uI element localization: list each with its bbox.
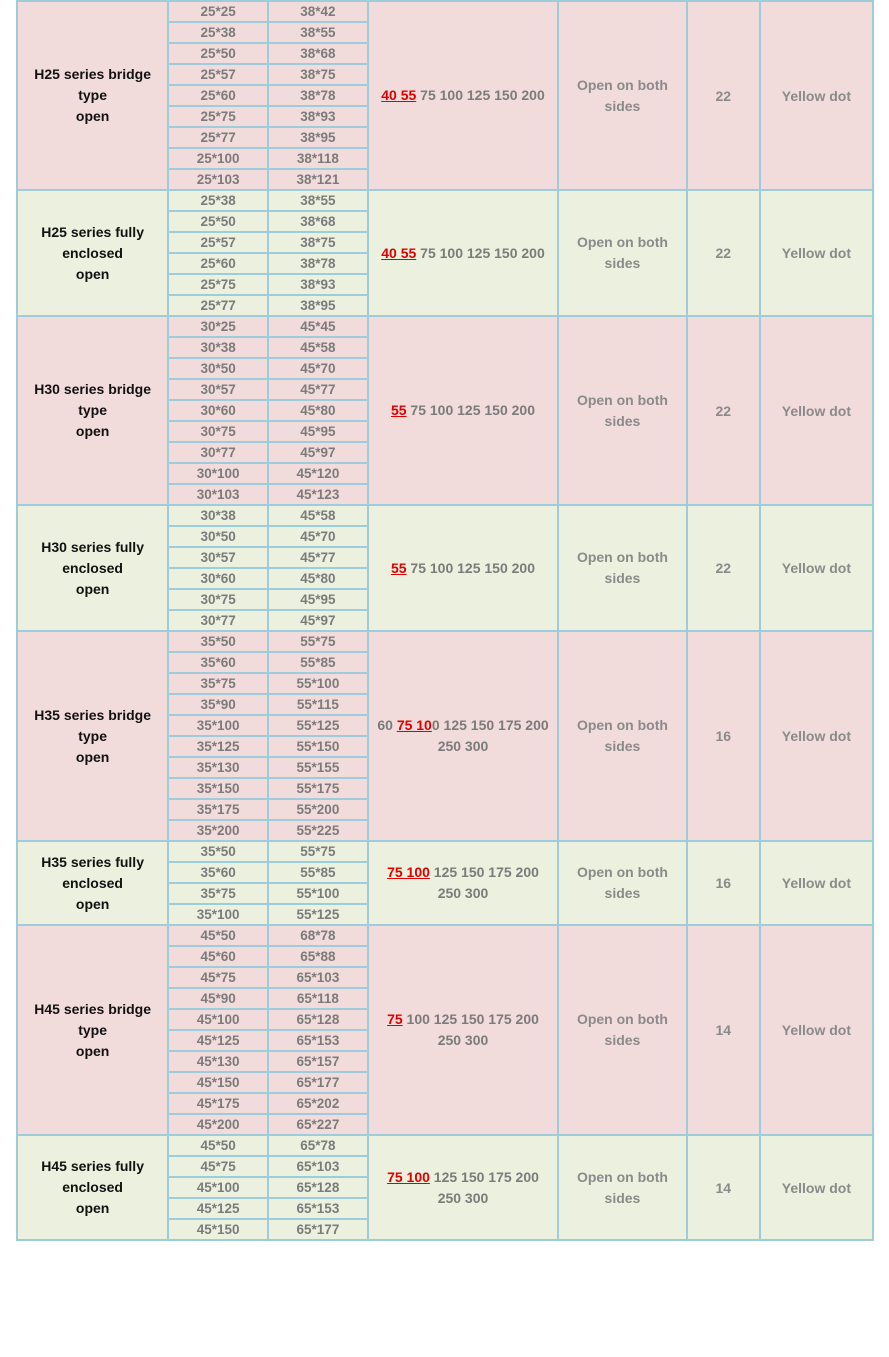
series-label-line: H25 series fully: [41, 223, 144, 240]
inner-dimension-cell: 30*75: [168, 589, 268, 610]
inner-dimension-cell: 25*38: [168, 190, 268, 211]
table-row: [17, 1135, 873, 1156]
opening-line: Open on both: [576, 1168, 668, 1185]
outer-dimension-cell: 38*78: [268, 253, 368, 274]
length-text: 250 300: [437, 1032, 489, 1048]
outer-dimension-cell: 55*100: [268, 883, 368, 904]
count-cell: 16: [687, 841, 760, 925]
outer-dimension-cell: 45*58: [268, 505, 368, 526]
series-label-line: open: [75, 1200, 110, 1216]
count-cell: 14: [687, 1135, 760, 1240]
opening-line: sides: [604, 1032, 641, 1048]
outer-dimension-cell: 38*78: [268, 85, 368, 106]
length-text: 250 300: [437, 1189, 489, 1206]
lengths-cell: [368, 190, 558, 316]
series-label-line: enclosed: [62, 244, 123, 261]
outer-dimension-cell: 55*225: [268, 820, 368, 841]
inner-dimension-cell: 30*77: [168, 610, 268, 631]
highlighted-length: 75 10: [396, 717, 432, 733]
inner-dimension-cell: 45*130: [168, 1051, 268, 1072]
inner-dimension-cell: 35*150: [168, 778, 268, 799]
outer-dimension-cell: 65*128: [268, 1177, 368, 1198]
length-text: 75 100 125 150 200: [416, 87, 545, 103]
inner-dimension-cell: 25*25: [168, 1, 268, 22]
outer-dimension-cell: 65*118: [268, 988, 368, 1009]
inner-dimension-cell: 30*103: [168, 484, 268, 505]
outer-dimension-cell: 45*58: [268, 337, 368, 358]
inner-dimension-cell: 30*25: [168, 316, 268, 337]
outer-dimension-cell: 38*93: [268, 106, 368, 127]
outer-dimension-cell: 45*95: [268, 589, 368, 610]
opening-cell: [558, 1135, 687, 1240]
lengths-cell: [368, 316, 558, 505]
inner-dimension-cell: 35*100: [168, 904, 268, 925]
series-label-line: open: [75, 895, 110, 912]
spec-table: [16, 0, 874, 1241]
series-label-line: type: [78, 402, 108, 418]
lengths-line: [369, 558, 557, 579]
opening-line: Open on both: [576, 234, 668, 250]
opening-line: sides: [604, 1189, 641, 1206]
outer-dimension-cell: 65*78: [268, 1135, 368, 1156]
marking-cell: Yellow dot: [760, 316, 873, 505]
opening-line: sides: [604, 885, 641, 901]
series-label-line: H35 series bridge: [34, 706, 151, 723]
marking-cell: Yellow dot: [760, 505, 873, 631]
series-label-line: type: [78, 87, 108, 103]
outer-dimension-cell: 45*70: [268, 526, 368, 547]
series-label-line: open: [75, 423, 110, 439]
inner-dimension-cell: 45*125: [168, 1030, 268, 1051]
inner-dimension-cell: 30*100: [168, 463, 268, 484]
inner-dimension-cell: 25*75: [168, 274, 268, 295]
inner-dimension-cell: 45*150: [168, 1072, 268, 1093]
highlighted-length: 75 100: [387, 864, 430, 880]
inner-dimension-cell: 45*175: [168, 1093, 268, 1114]
table-row: [17, 1, 873, 22]
outer-dimension-cell: 65*88: [268, 946, 368, 967]
inner-dimension-cell: 35*60: [168, 862, 268, 883]
highlighted-length: 55: [390, 402, 407, 418]
inner-dimension-cell: 45*50: [168, 1135, 268, 1156]
series-cell: [17, 316, 168, 505]
table-row: [17, 505, 873, 526]
inner-dimension-cell: 45*100: [168, 1009, 268, 1030]
opening-cell: [558, 631, 687, 841]
count-cell: 22: [687, 190, 760, 316]
outer-dimension-cell: 65*153: [268, 1030, 368, 1051]
table-row: [17, 631, 873, 652]
length-text: 125 150 175 200: [429, 1168, 539, 1185]
series-label-line: open: [75, 580, 110, 597]
opening-cell: [558, 190, 687, 316]
outer-dimension-cell: 65*128: [268, 1009, 368, 1030]
inner-dimension-cell: 45*50: [168, 925, 268, 946]
highlighted-length: 40 55: [381, 87, 417, 103]
series-label-line: type: [78, 1021, 108, 1038]
inner-dimension-cell: 30*57: [168, 379, 268, 400]
highlighted-length: 75 100: [387, 1168, 430, 1185]
series-label-line: open: [75, 1042, 110, 1059]
inner-dimension-cell: 25*50: [168, 211, 268, 232]
lengths-cell: [368, 1, 558, 190]
opening-line: Open on both: [576, 391, 668, 408]
outer-dimension-cell: 38*121: [268, 169, 368, 190]
outer-dimension-cell: 55*155: [268, 757, 368, 778]
inner-dimension-cell: 25*60: [168, 85, 268, 106]
outer-dimension-cell: 45*45: [268, 316, 368, 337]
opening-cell: [558, 925, 687, 1135]
marking-cell: Yellow dot: [760, 190, 873, 316]
marking-cell: Yellow dot: [760, 1135, 873, 1240]
inner-dimension-cell: 30*60: [168, 568, 268, 589]
outer-dimension-cell: 55*75: [268, 841, 368, 862]
outer-dimension-cell: 68*78: [268, 925, 368, 946]
length-text: 60: [377, 717, 397, 733]
inner-dimension-cell: 45*100: [168, 1177, 268, 1198]
marking-cell: Yellow dot: [760, 925, 873, 1135]
series-label-line: H35 series fully: [41, 853, 144, 870]
table-row: [17, 925, 873, 946]
lengths-cell: [368, 925, 558, 1135]
series-cell: [17, 505, 168, 631]
marking-cell: Yellow dot: [760, 1, 873, 190]
inner-dimension-cell: 35*100: [168, 715, 268, 736]
outer-dimension-cell: 45*77: [268, 379, 368, 400]
outer-dimension-cell: 45*80: [268, 400, 368, 421]
length-text: 75 100 125 150 200: [406, 402, 536, 418]
series-label-line: enclosed: [62, 1179, 123, 1195]
lengths-line: [369, 243, 557, 264]
opening-line: Open on both: [576, 717, 668, 733]
outer-dimension-cell: 38*93: [268, 274, 368, 295]
inner-dimension-cell: 30*77: [168, 442, 268, 463]
outer-dimension-cell: 45*123: [268, 484, 368, 505]
outer-dimension-cell: 38*42: [268, 1, 368, 22]
outer-dimension-cell: 65*177: [268, 1219, 368, 1240]
inner-dimension-cell: 35*125: [168, 736, 268, 757]
inner-dimension-cell: 35*200: [168, 820, 268, 841]
inner-dimension-cell: 45*200: [168, 1114, 268, 1135]
series-cell: [17, 1135, 168, 1240]
lengths-line: [369, 1009, 557, 1030]
length-text: 250 300: [437, 885, 489, 901]
opening-line: Open on both: [576, 1011, 668, 1027]
lengths-line: [369, 862, 557, 883]
inner-dimension-cell: 25*77: [168, 295, 268, 316]
opening-line: sides: [604, 738, 641, 754]
series-label-line: type: [78, 727, 108, 744]
length-text: 75 100 125 150 200: [406, 559, 536, 576]
outer-dimension-cell: 65*157: [268, 1051, 368, 1072]
outer-dimension-cell: 45*120: [268, 463, 368, 484]
marking-cell: Yellow dot: [760, 841, 873, 925]
count-cell: 22: [687, 505, 760, 631]
series-cell: [17, 1, 168, 190]
lengths-line: [369, 736, 557, 757]
spec-table-body: [17, 1, 873, 1240]
series-label-line: open: [75, 748, 110, 765]
count-cell: 22: [687, 1, 760, 190]
inner-dimension-cell: 25*75: [168, 106, 268, 127]
series-label-line: H30 series fully: [41, 538, 144, 555]
outer-dimension-cell: 55*125: [268, 715, 368, 736]
lengths-line: [369, 1167, 557, 1188]
inner-dimension-cell: 25*60: [168, 253, 268, 274]
table-row: [17, 316, 873, 337]
inner-dimension-cell: 30*60: [168, 400, 268, 421]
outer-dimension-cell: 65*202: [268, 1093, 368, 1114]
opening-line: sides: [604, 570, 641, 586]
count-cell: 22: [687, 316, 760, 505]
inner-dimension-cell: 35*90: [168, 694, 268, 715]
series-label-line: H25 series bridge: [34, 66, 151, 82]
inner-dimension-cell: 45*75: [168, 1156, 268, 1177]
outer-dimension-cell: 38*95: [268, 295, 368, 316]
inner-dimension-cell: 25*57: [168, 232, 268, 253]
highlighted-length: 75: [387, 1011, 403, 1027]
inner-dimension-cell: 35*130: [168, 757, 268, 778]
outer-dimension-cell: 65*103: [268, 1156, 368, 1177]
inner-dimension-cell: 25*103: [168, 169, 268, 190]
inner-dimension-cell: 25*100: [168, 148, 268, 169]
inner-dimension-cell: 30*75: [168, 421, 268, 442]
outer-dimension-cell: 55*175: [268, 778, 368, 799]
opening-line: Open on both: [576, 549, 668, 565]
outer-dimension-cell: 38*55: [268, 22, 368, 43]
length-text: 125 150 175 200: [429, 864, 539, 880]
opening-line: sides: [604, 412, 641, 429]
inner-dimension-cell: 35*60: [168, 652, 268, 673]
series-label-line: enclosed: [62, 559, 123, 576]
outer-dimension-cell: 55*85: [268, 862, 368, 883]
inner-dimension-cell: 30*50: [168, 358, 268, 379]
outer-dimension-cell: 55*85: [268, 652, 368, 673]
opening-line: Open on both: [576, 76, 668, 93]
lengths-line: [369, 883, 557, 904]
series-cell: [17, 925, 168, 1135]
table-row: [17, 841, 873, 862]
outer-dimension-cell: 45*97: [268, 610, 368, 631]
outer-dimension-cell: 45*80: [268, 568, 368, 589]
opening-cell: [558, 316, 687, 505]
highlighted-length: 40 55: [381, 244, 417, 261]
lengths-cell: [368, 841, 558, 925]
series-cell: [17, 631, 168, 841]
lengths-line: [369, 1030, 557, 1051]
length-text: 250 300: [437, 738, 489, 754]
inner-dimension-cell: 45*60: [168, 946, 268, 967]
inner-dimension-cell: 25*57: [168, 64, 268, 85]
outer-dimension-cell: 45*97: [268, 442, 368, 463]
lengths-cell: [368, 505, 558, 631]
lengths-line: [369, 400, 557, 421]
lengths-line: [369, 715, 557, 736]
inner-dimension-cell: 45*125: [168, 1198, 268, 1219]
series-label-line: open: [75, 108, 110, 124]
inner-dimension-cell: 45*150: [168, 1219, 268, 1240]
series-label-line: H30 series bridge: [34, 381, 151, 397]
inner-dimension-cell: 35*75: [168, 673, 268, 694]
series-cell: [17, 841, 168, 925]
outer-dimension-cell: 45*70: [268, 358, 368, 379]
outer-dimension-cell: 55*200: [268, 799, 368, 820]
series-cell: [17, 190, 168, 316]
inner-dimension-cell: 30*50: [168, 526, 268, 547]
opening-cell: [558, 1, 687, 190]
opening-line: sides: [604, 255, 641, 271]
inner-dimension-cell: 45*75: [168, 967, 268, 988]
outer-dimension-cell: 55*115: [268, 694, 368, 715]
length-text: 100 125 150 175 200: [402, 1011, 539, 1027]
outer-dimension-cell: 38*55: [268, 190, 368, 211]
series-label-line: H45 series bridge: [34, 1000, 151, 1017]
inner-dimension-cell: 25*38: [168, 22, 268, 43]
outer-dimension-cell: 65*177: [268, 1072, 368, 1093]
outer-dimension-cell: 38*75: [268, 232, 368, 253]
outer-dimension-cell: 55*75: [268, 631, 368, 652]
inner-dimension-cell: 35*50: [168, 841, 268, 862]
outer-dimension-cell: 38*95: [268, 127, 368, 148]
outer-dimension-cell: 55*100: [268, 673, 368, 694]
inner-dimension-cell: 35*75: [168, 883, 268, 904]
inner-dimension-cell: 45*90: [168, 988, 268, 1009]
marking-cell: Yellow dot: [760, 631, 873, 841]
lengths-cell: [368, 1135, 558, 1240]
count-cell: 14: [687, 925, 760, 1135]
opening-cell: [558, 841, 687, 925]
outer-dimension-cell: 65*227: [268, 1114, 368, 1135]
opening-cell: [558, 505, 687, 631]
outer-dimension-cell: 55*125: [268, 904, 368, 925]
outer-dimension-cell: 38*68: [268, 211, 368, 232]
lengths-cell: [368, 631, 558, 841]
inner-dimension-cell: 35*50: [168, 631, 268, 652]
series-label-line: open: [75, 265, 110, 282]
series-label-line: H45 series fully: [41, 1158, 144, 1174]
inner-dimension-cell: 25*77: [168, 127, 268, 148]
lengths-line: [369, 85, 557, 106]
series-label-line: enclosed: [62, 874, 123, 891]
inner-dimension-cell: 30*38: [168, 505, 268, 526]
opening-line: sides: [604, 97, 641, 114]
outer-dimension-cell: 38*68: [268, 43, 368, 64]
length-text: 75 100 125 150 200: [416, 244, 545, 261]
inner-dimension-cell: 30*57: [168, 547, 268, 568]
outer-dimension-cell: 38*118: [268, 148, 368, 169]
inner-dimension-cell: 35*175: [168, 799, 268, 820]
inner-dimension-cell: 25*50: [168, 43, 268, 64]
table-row: [17, 190, 873, 211]
outer-dimension-cell: 45*95: [268, 421, 368, 442]
outer-dimension-cell: 45*77: [268, 547, 368, 568]
opening-line: Open on both: [576, 864, 668, 880]
count-cell: 16: [687, 631, 760, 841]
highlighted-length: 55: [390, 559, 407, 576]
length-text: 0 125 150 175 200: [431, 717, 549, 733]
outer-dimension-cell: 65*153: [268, 1198, 368, 1219]
outer-dimension-cell: 38*75: [268, 64, 368, 85]
lengths-line: [369, 1188, 557, 1209]
outer-dimension-cell: 65*103: [268, 967, 368, 988]
outer-dimension-cell: 55*150: [268, 736, 368, 757]
inner-dimension-cell: 30*38: [168, 337, 268, 358]
